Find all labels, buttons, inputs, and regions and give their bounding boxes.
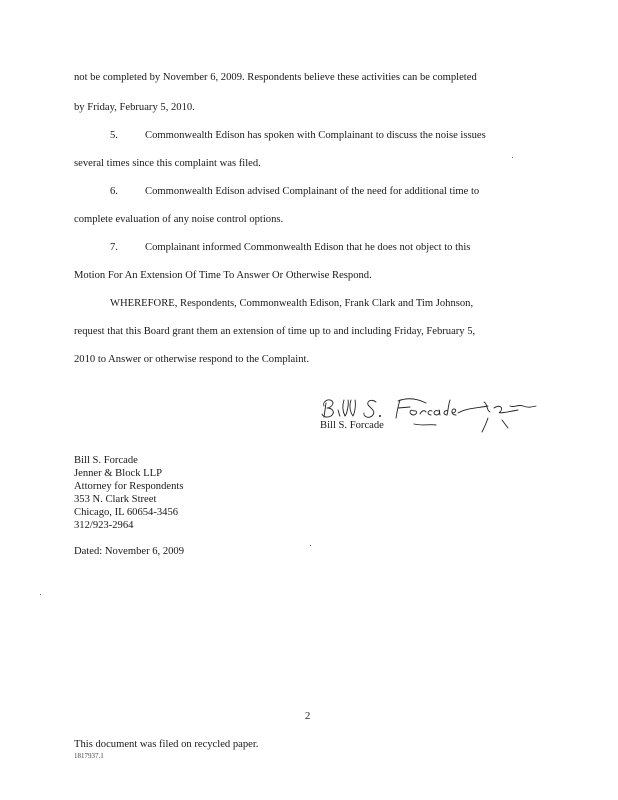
recycled-paper-note: This document was filed on recycled paper. [74,739,259,750]
address-phone: 312/923-2964 [74,520,134,531]
address-block [74,454,183,532]
paragraph-number-6: 6. [110,186,118,197]
body-line-11: 2010 to Answer or otherwise respond to the Complaint. [74,354,310,365]
signature-image [318,394,544,440]
body-line-6: complete evaluation of any noise control options. [74,214,284,225]
signature-printed-name: Bill S. Forcade [320,420,384,431]
body-line-4: several times since this complaint was filed. [74,158,261,169]
address-city: Chicago, IL 60654-3456 [74,507,179,518]
body-line-3: Commonwealth Edison has spoken with Complainant to discuss the noise issues [145,130,486,141]
dated-line: Dated: November 6, 2009 [74,546,185,557]
body-line-1: not be completed by November 6, 2009. Respondents believe these activities can be completed [74,72,477,83]
scan-speck [310,545,311,546]
scan-speck [40,594,41,595]
address-name: Bill S. Forcade [74,455,138,466]
body-line-10: request that this Board grant them an extension of time up to and including Friday, February 5, [74,326,476,337]
body-line-8: Motion For An Extension Of Time To Answer Or Otherwise Respond. [74,270,372,281]
paragraph-number-7: 7. [110,242,118,253]
body-line-5: Commonwealth Edison advised Complainant of the need for additional time to [145,186,480,197]
page-number: 2 [305,711,311,722]
document-code: 1817937.1 [74,752,104,760]
address-role: Attorney for Respondents [74,481,184,492]
address-firm: Jenner & Block LLP [74,468,162,479]
body-line-9: WHEREFORE, Respondents, Commonwealth Edison, Frank Clark and Tim Johnson, [110,298,474,309]
body-line-2: by Friday, February 5, 2010. [74,102,195,113]
paragraph-number-5: 5. [110,130,118,141]
scan-speck [512,157,513,158]
body-line-7: Complainant informed Commonwealth Edison that he does not object to this [145,242,471,253]
address-street: 353 N. Clark Street [74,494,157,505]
